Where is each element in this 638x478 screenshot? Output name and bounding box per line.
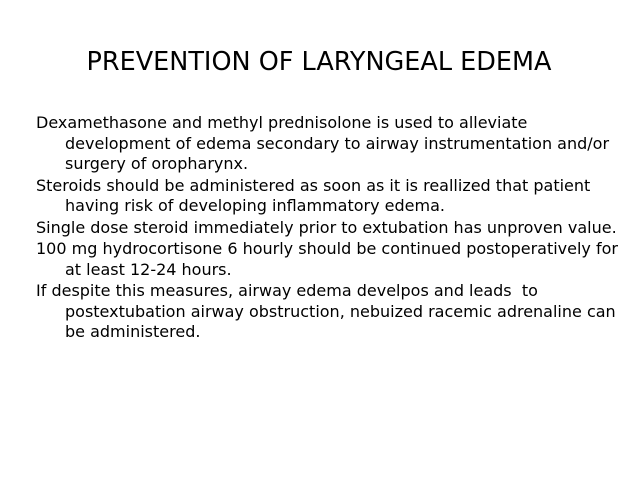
slide-title: PREVENTION OF LARYNGEAL EDEMA <box>86 47 552 77</box>
slide-body <box>36 113 631 344</box>
paragraph-racemic-adrenaline: If despite this measures, airway edema develpos and leads to postextubation airway obstruction, nebuized racemic adrenaline can be administered. <box>36 281 621 341</box>
paragraph-hydrocortisone: 100 mg hydrocortisone 6 hourly should be continued postoperatively for at least 12-24 hours. <box>36 239 624 279</box>
paragraph-single-dose: Single dose steroid immediately prior to extubation has unproven value. <box>36 217 617 237</box>
paragraph-steroids-timing: Steroids should be administered as soon as it is reallized that patient having risk of developing inflammatory edema. <box>36 175 596 215</box>
paragraph-dexamethasone: Dexamethasone and methyl prednisolone is used to alleviate development of edema secondary to airway instrumentation and/or surgery of oropharynx. <box>36 113 615 173</box>
